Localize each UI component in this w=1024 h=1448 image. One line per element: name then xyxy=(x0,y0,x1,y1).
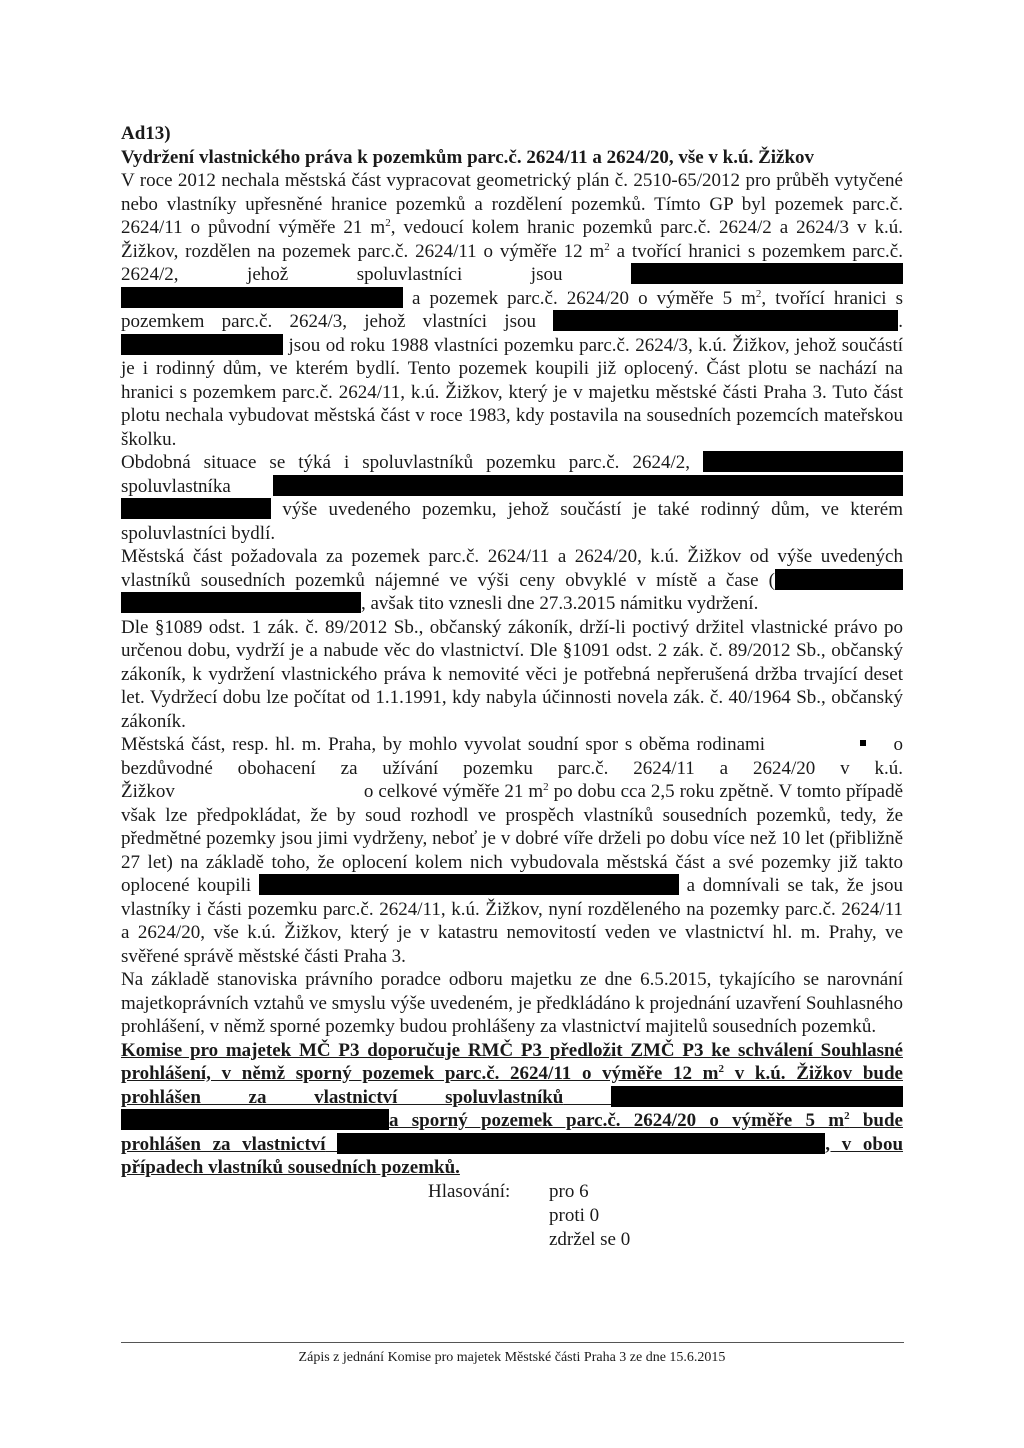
p1-text-e: , tvořící hranici s pozemkem parc.č. 2624/3, jehož vlastníci jsou xyxy=(121,287,904,332)
voting-result xyxy=(121,1180,903,1260)
p5-text-d: po dobu cca 2,5 roku zpětně. V tomto případě však lze předpokládat, že by soud rozhodl ve prospěch vlastníků sousedních pozemků, tedy, že předmětné pozemky jsou jimi vydrženy, neboť je v dobré víře drželi po dobu více než 10 let (přibližně 27 let) na základě toho, že oplocení kolem nich vybudovala městská část a své pozemky již takto oplocené koupili xyxy=(121,781,904,896)
p5-text-c: celkové výměře 21 m xyxy=(378,781,544,802)
redaction-mark xyxy=(860,740,866,746)
p2-text-b: spoluvlastníka xyxy=(121,475,231,497)
redaction-block xyxy=(121,498,271,519)
p1-text-c: a tvořící hranici s pozemkem parc.č. 2624/2, jehož spoluvlastníci jsou xyxy=(121,240,903,285)
resolution-proposal xyxy=(121,1039,903,1180)
p1-text-d: a pozemek parc.č. 2624/20 o výměře 5 m xyxy=(412,287,756,309)
redaction-block xyxy=(259,874,679,895)
proposal-sup1: 2 xyxy=(718,1063,724,1075)
vote-abstain: zdržel se 0 xyxy=(549,1228,631,1250)
p2-text-c: výše uvedeného pozemku, jehož součástí je také rodinný dům, ve kterém spoluvlastníci bydlí. xyxy=(121,499,903,544)
proposal-text-c: a sporný pozemek parc.č. 2624/20 o výměře 5 m xyxy=(389,1110,845,1131)
p5-o1: o xyxy=(893,734,904,755)
paragraph-co-owners xyxy=(121,451,903,545)
document-body xyxy=(121,122,903,1260)
proposal-text-d: bude prohlášen za vlastnictví xyxy=(121,1110,903,1155)
redaction-block xyxy=(121,287,403,308)
redaction-block xyxy=(611,1086,903,1107)
vote-for: pro 6 xyxy=(549,1180,589,1202)
p1-sup3: 2 xyxy=(755,287,762,300)
proposal-sup2: 2 xyxy=(844,1110,850,1122)
p5-sup: 2 xyxy=(543,781,549,793)
redaction-block xyxy=(337,1133,825,1154)
redaction-block xyxy=(121,592,361,613)
p3-text-b: , avšak tito vznesli dne 27.3.2015 námitku vydržení. xyxy=(361,593,759,614)
p1-text-g: jsou od roku 1988 vlastníci pozemku parc.č. 2624/3, k.ú. Žižkov, jehož součástí je i rodinný dům, ve kterém bydlí. Tento pozemek koupili již oplocený. Část plotu se nachází na hranici s pozemkem parc.č. 2624/11, k.ú. Žižkov, který je v majetku městské části Praha 3. Tuto část plotu nechala vybudovat městská část v roce 1983, kdy postavila na sousedních pozemcích mateřskou školku. xyxy=(121,334,903,450)
paragraph-geometric-plan xyxy=(121,169,903,451)
proposal-text-a: Komise pro majetek MČ P3 doporučuje RMČ P3 předložit ZMČ P3 ke schválení Souhlasné prohlášení, v němž sporný pozemek parc.č. 2624/11 o výměře 12 m xyxy=(121,1039,903,1084)
vote-label: Hlasování: xyxy=(428,1180,511,1202)
footer-divider xyxy=(121,1342,904,1343)
section-heading: Vydržení vlastnického práva k pozemkům parc.č. 2624/11 a 2624/20, vše v k.ú. Žižkov xyxy=(121,146,815,168)
redaction-block xyxy=(121,1109,389,1130)
p1-text-a: V roce 2012 nechala městská část vypracovat geometrický plán č. 2510-65/2012 pro průběh vytyčené nebo vlastníky upřesněné hranice pozemků a rozdělení pozemků. Tímto GP byl pozemek parc.č. 2624/11 o původní výměře 21 m xyxy=(121,170,903,238)
p5-text-a: Městská část, resp. hl. m. Praha, by mohlo vyvolat soudní spor s oběma rodinami xyxy=(121,734,766,755)
proposal-text-e: , v obou případech vlastníků sousedních pozemků. xyxy=(121,1133,904,1178)
p1-sup2: 2 xyxy=(604,240,610,253)
redaction-block xyxy=(775,569,903,590)
paragraph-legal-opinion: Na základě stanoviska právního poradce odboru majetku ze dne 6.5.2015, tykajícího se narovnání majetkoprávních vztahů ve smyslu výše uvedeném, je předkládáno k projednání uzavření Souhlasného prohlášení, v němž sporné pozemky budou prohlášeny za vlastnictví majitelů sousedních pozemků. xyxy=(121,969,903,1037)
page-footer: Zápis z jednání Komise pro majetek Městské části Praha 3 ze dne 15.6.2015 xyxy=(298,1350,726,1365)
proposal-text-b: v k.ú. Žižkov bude prohlášen za vlastnictví spoluvlastníků xyxy=(121,1063,903,1108)
vote-against: proti 0 xyxy=(549,1204,600,1226)
p1-text-b: , vedoucí kolem hranic pozemků parc.č. 2624/2 a 2624/3 v k.ú. Žižkov, rozdělen na pozemek parc.č. 2624/11 o výměře 12 m xyxy=(121,217,904,262)
redaction-block xyxy=(121,334,283,355)
redaction-block xyxy=(273,475,903,496)
p5-text-e: a domnívali se tak, že jsou vlastníky i části pozemku parc.č. 2624/11, k.ú. Žižkov, nyní rozděleného na pozemky parc.č. 2624/11 a 2624/20, vše k.ú. Žižkov, který je v katastru nemovitostí veden ve vlastnictví hl. m. Prahy, ve svěřené správě městské části Praha 3. xyxy=(121,875,904,967)
p5-text-b: bezdůvodné obohacení za užívání pozemku parc.č. 2624/11 a 2624/20 v k.ú. Žižkov xyxy=(121,757,903,802)
p1-text-f: . xyxy=(898,311,903,332)
p1-sup1: 2 xyxy=(385,217,391,229)
p2-text-a: Obdobná situace se týká i spoluvlastníků pozemku parc.č. 2624/2, xyxy=(121,452,690,473)
redaction-block xyxy=(553,310,898,331)
p5-o2: o xyxy=(363,781,374,802)
paragraph-civil-code: Dle §1089 odst. 1 zák. č. 89/2012 Sb., občanský zákoník, drží-li poctivý držitel vlastnické právo po určenou dobu, vydrží je a nabude věc do vlastnictví. Dle §1091 odst. 2 zák. č. 89/2012 Sb., občanský zákoník, k vydržení vlastnického práva k nemovité věci je potřebná nepřerušená držba trvající deset let. Vydržecí dobu lze počítat od 1.1.1991, kdy nabyla účinnosti novela zák. č. 40/1964 Sb., občanský zákoník. xyxy=(121,616,903,732)
p3-text-a: Městská část požadovala za pozemek parc.č. 2624/11 a 2624/20, k.ú. Žižkov od výše uvedených vlastníků sousedních pozemků nájemné ve výši ceny obvyklé v místě a čase ( xyxy=(121,546,903,591)
paragraph-dispute xyxy=(121,733,903,968)
redaction-block xyxy=(631,263,903,284)
redaction-block xyxy=(703,451,903,472)
section-number: Ad13) xyxy=(121,123,171,144)
paragraph-rent-claim xyxy=(121,545,903,616)
